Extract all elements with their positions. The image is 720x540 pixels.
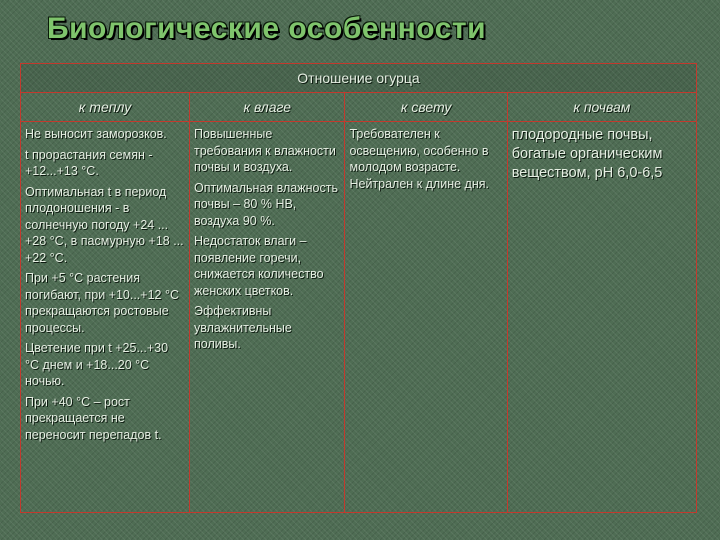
column-header-soil: к почвам [507, 93, 696, 122]
column-header-light: к свету [345, 93, 507, 122]
heat-text-1: Не выносит заморозков. [25, 127, 167, 141]
heat-text-4: При +5 °С растения погибают, при +10...+12 °С прекращаются ростовые процессы. [25, 271, 179, 335]
heat-text-6: При +40 °С – рост прекращается не переносит перепадов t. [25, 394, 162, 442]
table-header-row [21, 64, 697, 93]
moisture-text-2: Оптимальная влажность почвы – 80 % НВ, воздуха 90 %. [194, 180, 338, 228]
table-column-headers [21, 93, 697, 122]
cell-light [345, 122, 507, 513]
cell-heat [21, 122, 190, 513]
cell-soil [507, 122, 696, 513]
moisture-text-3: Недостаток влаги – появление горечи, снижается количество женских цветков. [194, 234, 324, 298]
column-header-moisture: к влаге [190, 93, 345, 122]
table-header-cell: Отношение огурца [21, 64, 697, 93]
moisture-text-4: Эффективны увлажнительные поливы. [194, 304, 292, 351]
moisture-text-1: Повышенные требования к влажности почвы и воздуха. [194, 127, 336, 174]
heat-text-5: Цветение при t +25...+30 °С днем и +18...20 °С ночью. [25, 341, 169, 388]
slide-title: Биологические особенности [47, 12, 487, 45]
light-text-1: Требователен к освещению, особенно в молодом возрасте. Нейтрален к длине дня. [349, 127, 489, 191]
heat-text-2: t прорастания семян - +12...+13 °С. [25, 147, 153, 178]
heat-text-3: Оптимальная t в период плодоношения - в солнечную погоду +24 ... +28 °С, в пасмурную +18 ... +22 °С. [25, 184, 184, 265]
cell-moisture [190, 122, 345, 513]
soil-text-1: плодородные почвы, богатые органическим веществом, pH 6,0-6,5 [511, 127, 663, 181]
biology-table [20, 63, 697, 513]
column-header-heat: к теплу [21, 93, 190, 122]
table-body-row [21, 122, 697, 513]
